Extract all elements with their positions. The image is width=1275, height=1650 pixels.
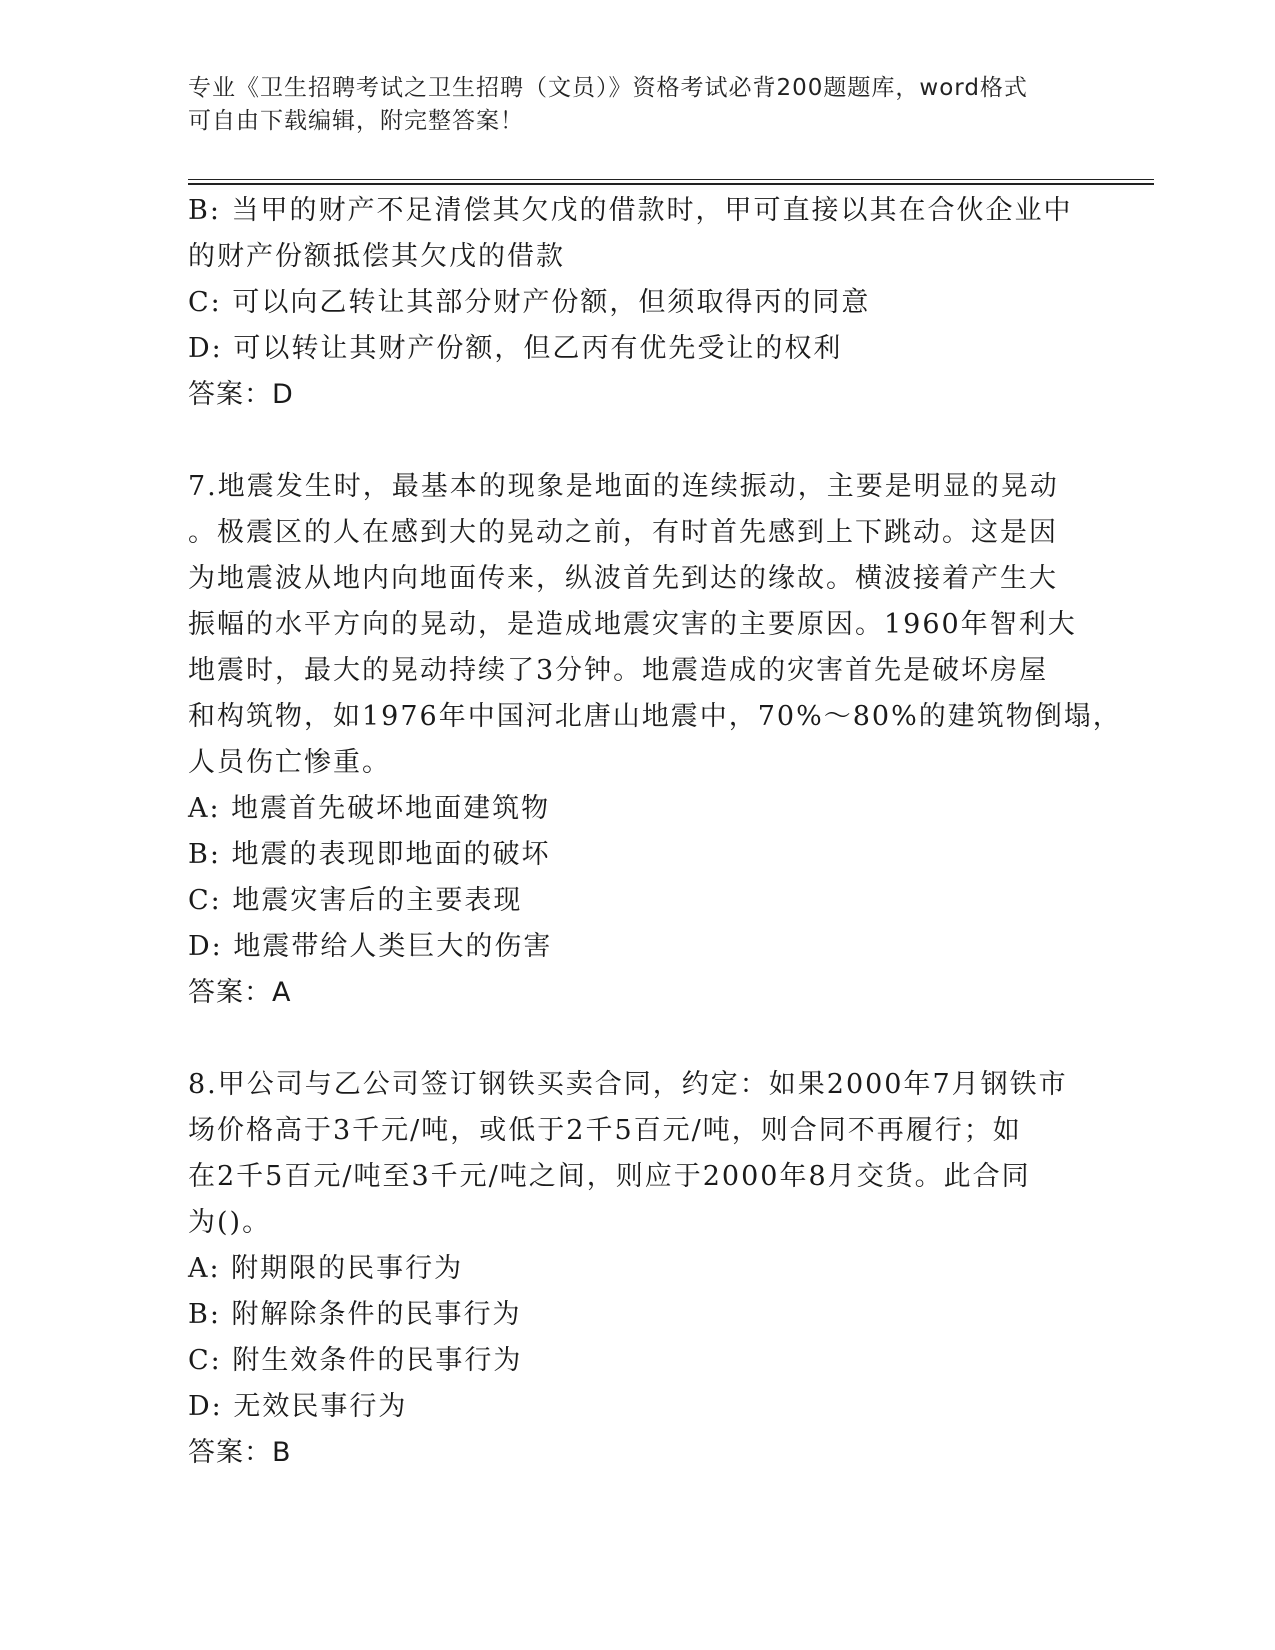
q6-option-d: D: 可以转让其财产份额，但乙丙有优先受让的权利 — [188, 333, 843, 364]
q7-option-d: D: 地震带给人类巨大的伤害 — [188, 931, 553, 962]
q7-stem-line: 。极震区的人在感到大的晃动之前，有时首先感到上下跳动。这是因 — [188, 517, 1058, 548]
q8-stem-line: 在2千5百元/吨至3千元/吨之间，则应于2000年8月交货。此合同 — [188, 1161, 1031, 1192]
q7-option-a: A: 地震首先破坏地面建筑物 — [188, 793, 551, 824]
q7-stem-line: 地震时，最大的晃动持续了3分钟。地震造成的灾害首先是破坏房屋 — [188, 655, 1049, 686]
q7-stem-line: 和构筑物，如1976年中国河北唐山地震中，70%～80%的建筑物倒塌， — [188, 701, 1122, 732]
q7-stem-line: 为地震波从地内向地面传来，纵波首先到达的缘故。横波接着产生大 — [188, 563, 1058, 594]
q7-stem-line: 7.地震发生时，最基本的现象是地面的连续振动，主要是明显的晃动 — [188, 471, 1059, 502]
q8-stem-line: 场价格高于3千元/吨，或低于2千5百元/吨，则合同不再履行；如 — [188, 1115, 1022, 1146]
question-8-block — [188, 1062, 1088, 1476]
question-7-block — [188, 464, 1122, 1016]
q8-answer: 答案：B — [188, 1437, 292, 1468]
header-divider-thin — [188, 179, 1154, 180]
question-6-block — [188, 188, 1088, 418]
q7-stem-line: 人员伤亡惨重。 — [188, 747, 391, 778]
q7-answer: 答案：A — [188, 977, 292, 1008]
q8-option-a: A: 附期限的民事行为 — [188, 1253, 464, 1284]
q7-stem-line: 振幅的水平方向的晃动，是造成地震灾害的主要原因。1960年智利大 — [188, 609, 1077, 640]
question-content — [188, 188, 1122, 1476]
q7-option-b: B: 地震的表现即地面的破坏 — [188, 839, 551, 870]
q8-stem-line: 为()。 — [188, 1207, 272, 1238]
q6-option-b-line-2: 的财产份额抵偿其欠戊的借款 — [188, 241, 565, 272]
header-title-line-1: 专业《卫生招聘考试之卫生招聘（文员）》资格考试必背200题题库，word格式 — [188, 75, 1028, 101]
q6-answer: 答案：D — [188, 379, 294, 410]
q8-stem-line: 8.甲公司与乙公司签订钢铁买卖合同，约定：如果2000年7月钢铁市 — [188, 1069, 1068, 1100]
header-title-line-2: 可自由下载编辑，附完整答案！ — [188, 108, 524, 134]
spacer — [188, 418, 1088, 464]
header-divider-thick — [188, 183, 1154, 185]
q8-option-d: D: 无效民事行为 — [188, 1391, 408, 1422]
spacer — [188, 1016, 1088, 1062]
q8-option-c: C: 附生效条件的民事行为 — [188, 1345, 523, 1376]
q8-option-b: B: 附解除条件的民事行为 — [188, 1299, 522, 1330]
q6-option-c: C: 可以向乙转让其部分财产份额，但须取得丙的同意 — [188, 287, 871, 318]
q6-option-b-line-1: B: 当甲的财产不足清偿其欠戊的借款时，甲可直接以其在合伙企业中 — [188, 195, 1073, 226]
document-header — [188, 72, 1068, 138]
q7-option-c: C: 地震灾害后的主要表现 — [188, 885, 523, 916]
